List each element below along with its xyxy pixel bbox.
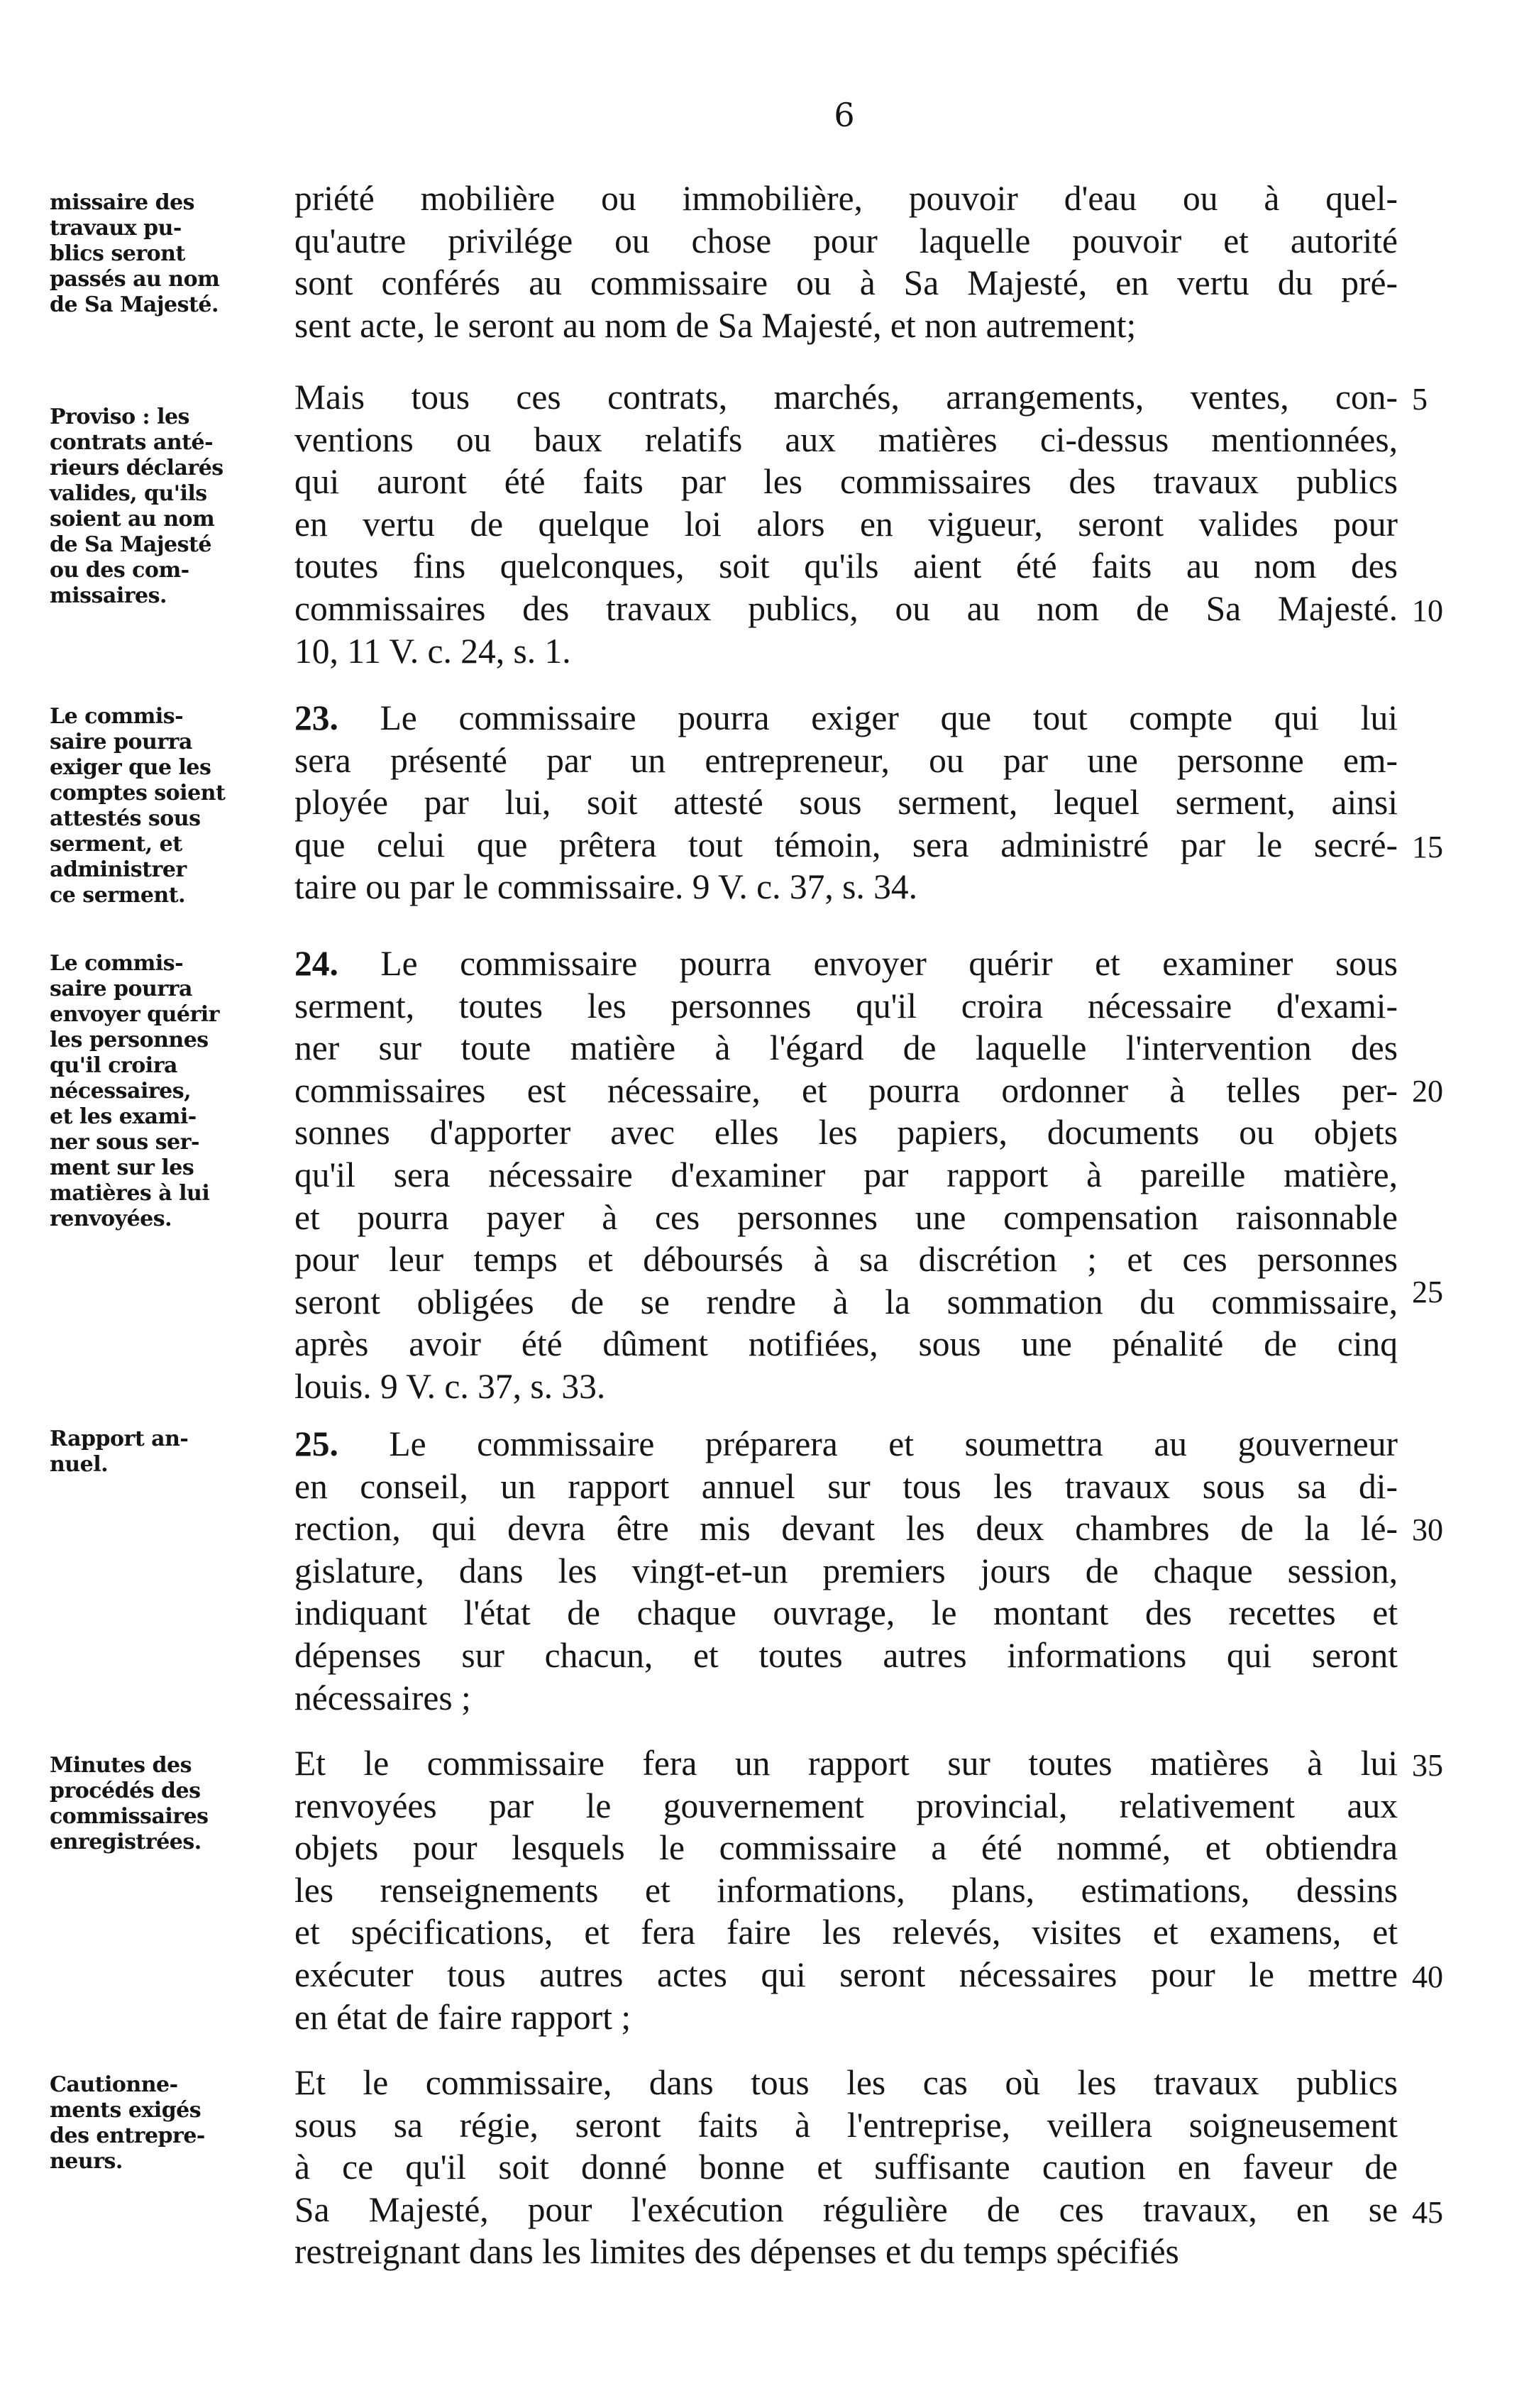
text-line — [294, 942, 1398, 985]
line-number: 30 — [1412, 1512, 1443, 1547]
text-line — [294, 985, 1398, 1028]
text-line — [294, 1027, 1398, 1070]
margin-note: Cautionne- ments exigés des entrepre- neurs. — [50, 2072, 205, 2174]
text-line — [294, 1911, 1398, 1954]
text-line — [294, 1550, 1398, 1593]
line-text: Et le commissaire fera un rapport sur toutes matières à lui — [294, 1744, 1398, 1783]
text-line — [294, 376, 1398, 419]
line-text: à ce qu'il soit donné bonne et suffisante caution en faveur de — [294, 2148, 1398, 2187]
margin-note: Minutes des procédés des commissaires enregistrées. — [50, 1753, 209, 1854]
line-text: commissaires des travaux publics, ou au nom de Sa Majesté. — [294, 588, 1398, 628]
margin-note: missaire des travaux pu- blics seront passés au nom de Sa Majesté. — [50, 190, 220, 317]
text-line — [294, 1154, 1398, 1197]
text-line — [294, 824, 1398, 867]
margin-note: Proviso : les contrats anté- rieurs déclarés valides, qu'ils soient au nom de Sa Majesté ou des com- missaires. — [50, 405, 223, 608]
line-number: 40 — [1412, 1959, 1443, 1994]
line-number: 25 — [1412, 1275, 1443, 1309]
paragraph — [294, 1423, 1398, 1719]
text-line — [294, 177, 1398, 220]
line-text: Le commissaire préparera et soumettra au gouverneur — [338, 1424, 1398, 1463]
text-line — [294, 1677, 1398, 1720]
line-text: Le commissaire pourra exiger que tout compte qui lui — [338, 698, 1398, 737]
text-line — [294, 630, 1398, 673]
text-line — [294, 1827, 1398, 1869]
line-text: indiquant l'état de chaque ouvrage, le montant des recettes et — [294, 1593, 1398, 1633]
paragraph — [294, 697, 1398, 908]
text-line — [294, 2104, 1398, 2147]
line-text: Et le commissaire, dans tous les cas où les travaux publics — [294, 2063, 1398, 2102]
text-line — [294, 1070, 1398, 1112]
paragraph — [294, 2062, 1398, 2273]
text-line — [294, 781, 1398, 824]
text-line — [294, 1507, 1398, 1550]
text-line — [294, 2231, 1398, 2273]
line-text: Sa Majesté, pour l'exécution régulière de ces travaux, en se — [294, 2189, 1398, 2229]
line-text: toutes fins quelconques, soit qu'ils aient été faits au nom des — [294, 546, 1398, 586]
line-number: 15 — [1412, 830, 1443, 864]
text-line — [294, 1323, 1398, 1365]
text-line — [294, 2189, 1398, 2231]
margin-note: Rapport an- nuel. — [50, 1426, 189, 1477]
line-text: pour leur temps et déboursés à sa discrétion ; et ces personnes — [294, 1240, 1398, 1280]
text-line — [294, 1466, 1398, 1508]
paragraph — [294, 376, 1398, 672]
line-text: en état de faire rapport ; — [294, 1997, 631, 2037]
line-text: sera présenté par un entrepreneur, ou par une personne em- — [294, 740, 1398, 780]
text-line — [294, 262, 1398, 304]
line-text: dépenses sur chacun, et toutes autres informations qui seront — [294, 1635, 1398, 1675]
line-text: commissaires est nécessaire, et pourra ordonner à telles per- — [294, 1070, 1398, 1110]
section-number: 23. — [294, 698, 338, 737]
line-number: 5 — [1412, 382, 1428, 417]
text-line — [294, 2062, 1398, 2104]
margin-note: Le commis- saire pourra envoyer quérir les personnes qu'il croira nécessaires, et les exami- ner sous ser- ment sur les matières à lui renvoyées. — [50, 951, 219, 1231]
text-line — [294, 697, 1398, 740]
line-text: en conseil, un rapport annuel sur tous les travaux sous sa di- — [294, 1466, 1398, 1506]
text-line — [294, 1634, 1398, 1677]
line-text: restreignant dans les limites des dépenses et du temps spécifiés — [294, 2232, 1179, 2272]
line-text: renvoyées par le gouvernement provincial, relativement aux — [294, 1786, 1398, 1825]
text-line — [294, 1785, 1398, 1827]
text-line — [294, 588, 1398, 630]
line-text: ner sur toute matière à l'égard de laquelle l'intervention des — [294, 1028, 1398, 1068]
line-text: louis. 9 V. c. 37, s. 33. — [294, 1366, 606, 1406]
text-line — [294, 419, 1398, 461]
line-text: après avoir été dûment notifiées, sous une pénalité de cinq — [294, 1324, 1398, 1364]
line-text: sont conférés au commissaire ou à Sa Majesté, en vertu du pré- — [294, 263, 1398, 303]
line-text: ployée par lui, soit attesté sous serment, lequel serment, ainsi — [294, 783, 1398, 823]
text-line — [294, 503, 1398, 546]
line-text: priété mobilière ou immobilière, pouvoir d'eau ou à quel- — [294, 179, 1398, 218]
text-line — [294, 1423, 1398, 1466]
line-text: et pourra payer à ces personnes une compensation raisonnable — [294, 1197, 1398, 1237]
line-text: les renseignements et informations, plans, estimations, dessins — [294, 1870, 1398, 1910]
paragraph — [294, 942, 1398, 1408]
text-line — [294, 1869, 1398, 1912]
paragraph — [294, 1742, 1398, 2038]
line-text: rection, qui devra être mis devant les deux chambres de la lé- — [294, 1509, 1398, 1549]
line-text: sous sa régie, seront faits à l'entreprise, veillera soigneusement — [294, 2105, 1398, 2145]
line-text: sonnes d'apporter avec elles les papiers, documents ou objets — [294, 1113, 1398, 1153]
text-line — [294, 220, 1398, 263]
section-number: 24. — [294, 944, 338, 983]
line-text: seront obligées de se rendre à la sommation du commissaire, — [294, 1282, 1398, 1321]
line-text: qu'autre privilége ou chose pour laquelle pouvoir et autorité — [294, 221, 1398, 260]
line-text: serment, toutes les personnes qu'il croira nécessaire d'exami- — [294, 986, 1398, 1026]
text-line — [294, 2146, 1398, 2189]
text-line — [294, 1238, 1398, 1281]
line-text: et spécifications, et fera faire les relevés, visites et examens, et — [294, 1913, 1398, 1952]
line-number: 20 — [1412, 1074, 1443, 1109]
page-number: 6 — [834, 96, 855, 134]
line-text: ventions ou baux relatifs aux matières ci-dessus mentionnées, — [294, 419, 1398, 459]
line-text: Mais tous ces contrats, marchés, arrangements, ventes, con- — [294, 378, 1398, 417]
line-text: 10, 11 V. c. 24, s. 1. — [294, 631, 571, 671]
line-text: en vertu de quelque loi alors en vigueur, seront valides pour — [294, 504, 1398, 544]
line-number: 35 — [1412, 1748, 1443, 1783]
text-line — [294, 304, 1398, 347]
line-text: gislature, dans les vingt-et-un premiers jours de chaque session, — [294, 1551, 1398, 1590]
section-number: 25. — [294, 1424, 338, 1463]
line-text: Le commissaire pourra envoyer quérir et examiner sous — [338, 944, 1398, 983]
paragraph — [294, 177, 1398, 346]
line-text: exécuter tous autres actes qui seront nécessaires pour le mettre — [294, 1955, 1398, 1994]
line-text: qu'il sera nécessaire d'examiner par rapport à pareille matière, — [294, 1155, 1398, 1194]
text-line — [294, 1111, 1398, 1154]
text-line — [294, 461, 1398, 503]
line-text: objets pour lesquels le commissaire a été nommé, et obtiendra — [294, 1828, 1398, 1868]
line-number: 45 — [1412, 2195, 1443, 2230]
text-line — [294, 1954, 1398, 1996]
text-line — [294, 545, 1398, 588]
text-line — [294, 1365, 1398, 1408]
text-line — [294, 1996, 1398, 2039]
line-text: qui auront été faits par les commissaires des travaux publics — [294, 462, 1398, 502]
line-text: que celui que prêtera tout témoin, sera administré par le secré- — [294, 825, 1398, 864]
line-text: nécessaires ; — [294, 1678, 471, 1717]
line-number: 10 — [1412, 593, 1443, 628]
line-text: taire ou par le commissaire. 9 V. c. 37, s. 34. — [294, 867, 917, 907]
line-text: sent acte, le seront au nom de Sa Majesté, et non autrement; — [294, 305, 1137, 345]
text-line — [294, 866, 1398, 908]
margin-note: Le commis- saire pourra exiger que les comptes soient attestés sous serment, et administrer ce serment. — [50, 704, 226, 908]
text-line — [294, 1592, 1398, 1634]
text-line — [294, 1197, 1398, 1239]
text-line — [294, 740, 1398, 782]
text-line — [294, 1281, 1398, 1324]
text-line — [294, 1742, 1398, 1785]
